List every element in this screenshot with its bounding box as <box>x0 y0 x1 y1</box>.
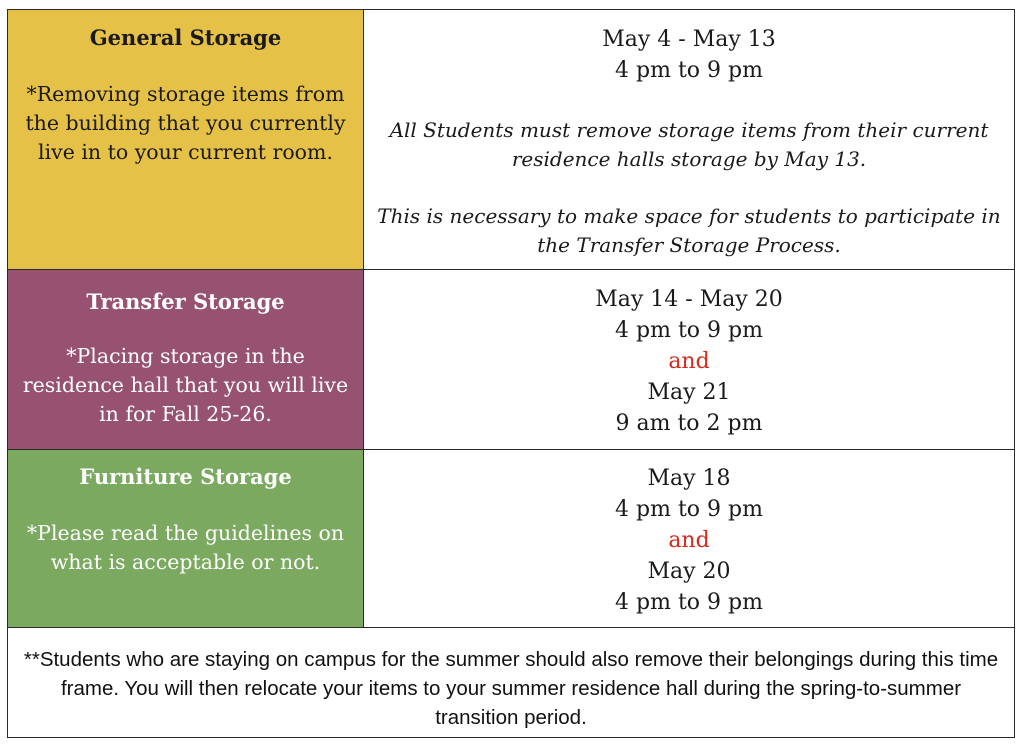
general-storage-description: *Removing storage items from the building that you currently live in to your current room. <box>25 82 346 164</box>
furniture-storage-description: *Please read the guidelines on what is acceptable or not. <box>26 521 345 574</box>
transfer-storage-row <box>8 270 1015 450</box>
furniture-storage-dates-first: May 18 <box>647 466 731 491</box>
general-storage-title: General Storage <box>89 25 282 50</box>
furniture-storage-hours-first: 4 pm to 9 pm <box>615 497 763 522</box>
furniture-storage-and: and <box>668 528 710 553</box>
transfer-storage-and: and <box>668 349 710 374</box>
transfer-storage-category-cell <box>8 270 364 450</box>
footer-note-row <box>8 628 1015 738</box>
general-storage-note-reason: This is necessary to make space for students to participate in the Transfer Storage Process. <box>377 204 1001 257</box>
furniture-storage-category-cell <box>8 450 364 628</box>
furniture-storage-title: Furniture Storage <box>79 464 292 489</box>
furniture-storage-hours-second: 4 pm to 9 pm <box>615 590 763 615</box>
footer-note-cell <box>8 628 1015 738</box>
furniture-storage-schedule-cell <box>364 450 1015 628</box>
transfer-storage-hours-first: 4 pm to 9 pm <box>615 318 763 343</box>
furniture-storage-schedule <box>364 463 1014 618</box>
furniture-storage-row <box>8 450 1015 628</box>
general-storage-schedule-cell <box>364 10 1015 270</box>
furniture-storage-dates-second: May 20 <box>647 559 731 584</box>
transfer-storage-title: Transfer Storage <box>86 289 285 314</box>
general-storage-category-cell <box>8 10 364 270</box>
transfer-storage-hours-second: 9 am to 2 pm <box>615 411 763 436</box>
transfer-storage-description: *Placing storage in the residence hall that you will live in for Fall 25-26. <box>22 344 349 426</box>
transfer-storage-schedule <box>364 284 1014 439</box>
general-storage-row <box>8 10 1015 270</box>
general-storage-note-deadline: All Students must remove storage items from their current residence halls storage by May 13. <box>389 118 989 171</box>
general-storage-dates: May 4 - May 13 <box>602 27 776 52</box>
general-storage-hours: 4 pm to 9 pm <box>615 58 763 83</box>
general-storage-schedule <box>364 24 1014 86</box>
footer-note-text: **Students who are staying on campus for the summer should also remove their belongings during this time frame. You will then relocate your items to your summer residence hall during the spring-to-summer transition period. <box>23 648 999 729</box>
transfer-storage-dates-second: May 21 <box>647 380 731 405</box>
storage-schedule-table <box>7 9 1015 738</box>
transfer-storage-schedule-cell <box>364 270 1015 450</box>
transfer-storage-dates-first: May 14 - May 20 <box>595 287 783 312</box>
